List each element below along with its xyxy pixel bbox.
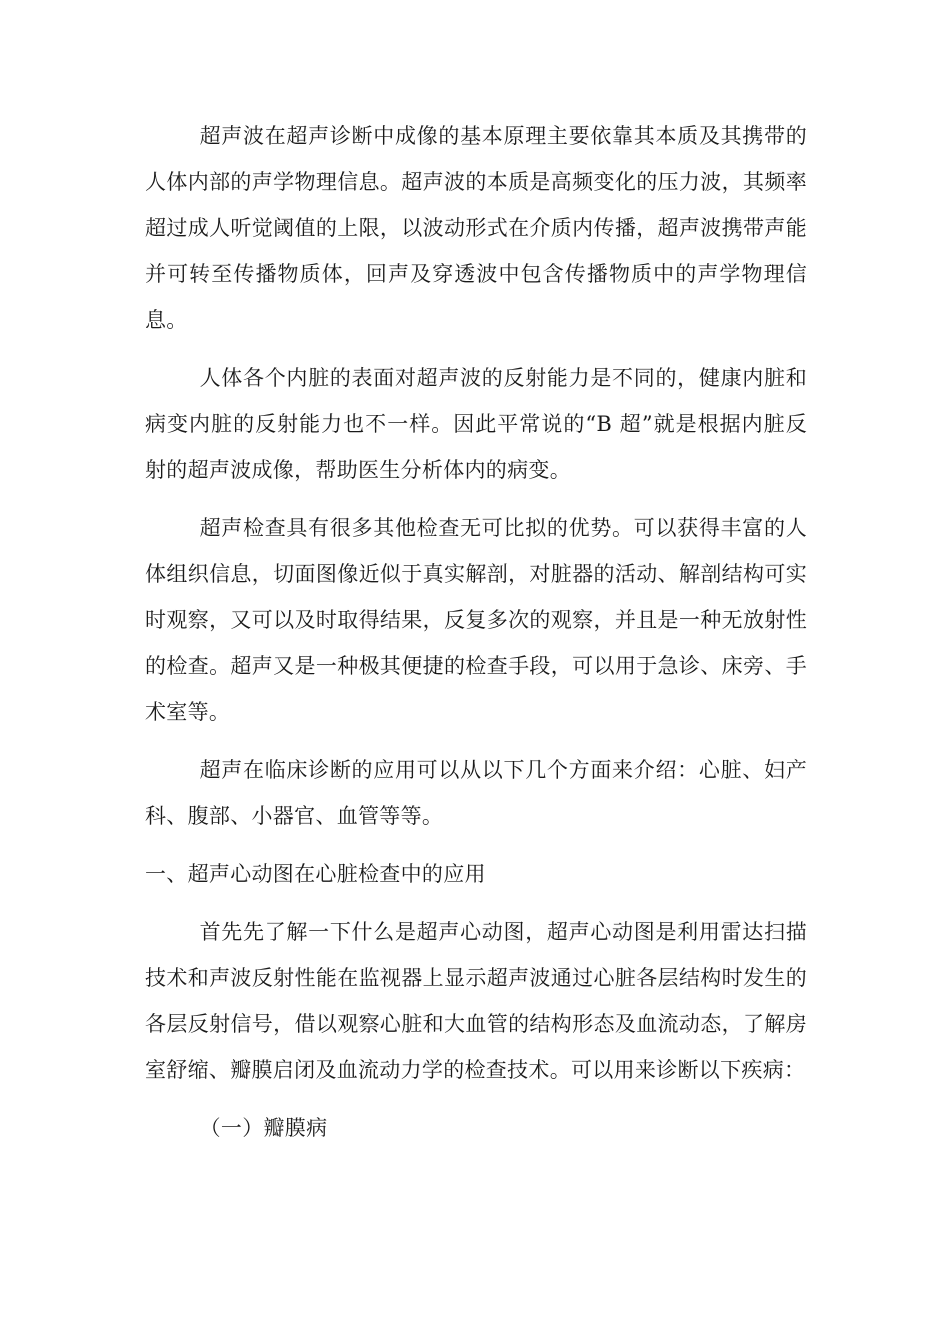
subsection-heading-valve-disease: （一）瓣膜病 — [199, 1116, 328, 1140]
paragraph-echocardiography-definition: 首先先了解一下什么是超声心动图，超声心动图是利用雷达扫描技术和声波反射性能在监视器上显示超声波通过心脏各层结构时发生的各层反射信号，借以观察心脏和大血管的结构形态及血流动态，了解房室舒缩、瓣膜启闭及血流动力学的检查技术。可以用来诊断以下疾病： — [145, 920, 807, 1082]
section-heading-echocardiography: 一、超声心动图在心脏检查中的应用 — [145, 862, 486, 886]
paragraph-organ-reflection: 人体各个内脏的表面对超声波的反射能力是不同的，健康内脏和病变内脏的反射能力也不一样。因此平常说的“B 超”就是根据内脏反射的超声波成像，帮助医生分析体内的病变。 — [145, 366, 807, 482]
paragraph-clinical-applications: 超声在临床诊断的应用可以从以下几个方面来介绍：心脏、妇产科、腹部、小器官、血管等等。 — [145, 758, 807, 828]
document-body — [145, 113, 807, 1151]
paragraph-ultrasound-advantages: 超声检查具有很多其他检查无可比拟的优势。可以获得丰富的人体组织信息，切面图像近似于真实解剖，对脏器的活动、解剖结构可实时观察，又可以及时取得结果，反复多次的观察，并且是一种无放射性的检查。超声又是一种极其便捷的检查手段，可以用于急诊、床旁、手术室等。 — [145, 516, 807, 724]
paragraph-ultrasound-principle: 超声波在超声诊断中成像的基本原理主要依靠其本质及其携带的人体内部的声学物理信息。超声波的本质是高频变化的压力波，其频率超过成人听觉阈值的上限，以波动形式在介质内传播，超声波携带声能并可转至传播物质体，回声及穿透波中包含传播物质中的声学物理信息。 — [145, 124, 807, 332]
